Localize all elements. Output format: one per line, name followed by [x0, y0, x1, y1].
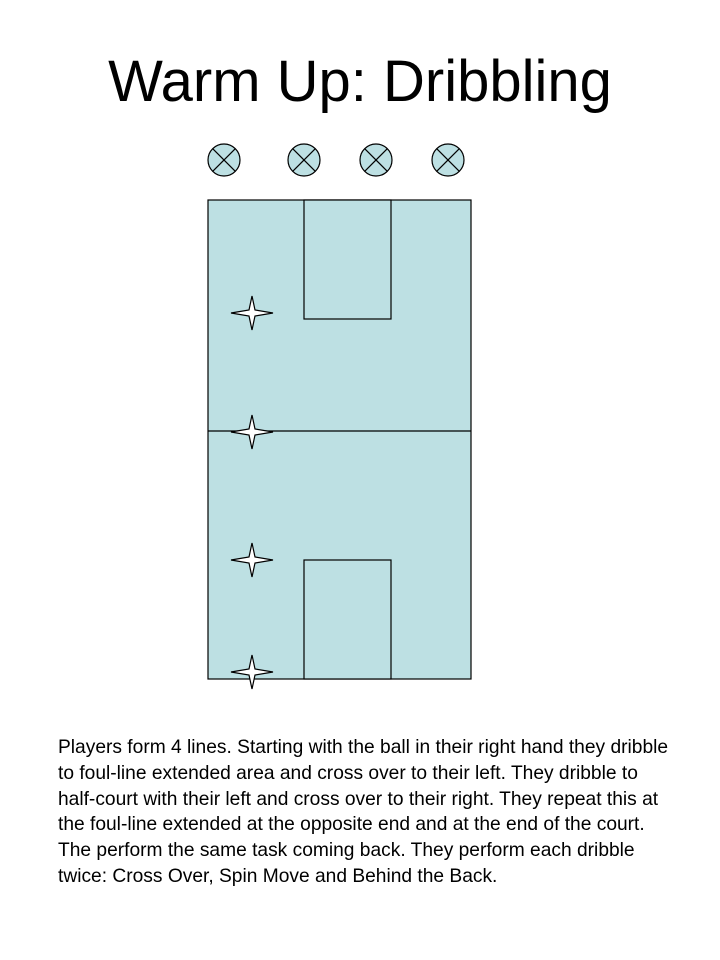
- player-line-4-icon: [432, 144, 464, 176]
- player-line-2-icon: [288, 144, 320, 176]
- top-key: [304, 200, 391, 319]
- bottom-key: [304, 560, 391, 679]
- player-line-1-icon: [208, 144, 240, 176]
- slide-title: Warm Up: Dribbling: [108, 49, 612, 114]
- drill-description: Players form 4 lines. Starting with the ball in their right hand they dribble to foul-line extended area and cross over to their left. They dribble to half-court with their left and cross over to their right. They repeat this at the foul-line extended at the opposite end and at the end of the court. The perform the same task coming back. They perform each dribble twice: Cross Over, Spin Move and Behind the Back.: [58, 737, 669, 887]
- player-line-3-icon: [360, 144, 392, 176]
